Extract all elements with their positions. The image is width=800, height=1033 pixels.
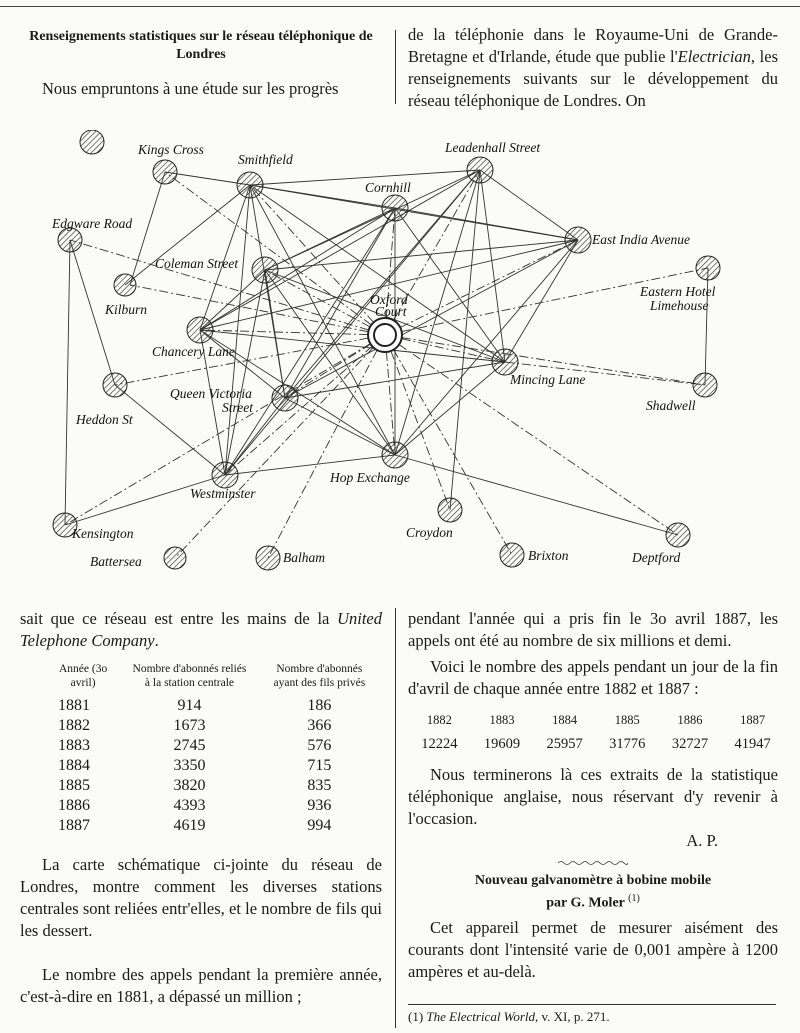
calls-daily-intro: Voici le nombre des appels pendant un jour de la fin d'avril de chaque année entre 1882 et 1887 : xyxy=(408,657,778,698)
label-eastern-hotel: Eastern Hotel xyxy=(640,284,716,299)
station-marker xyxy=(438,498,462,522)
table-row xyxy=(44,816,382,836)
right-column-top xyxy=(408,24,778,112)
label-oxford: Oxford xyxy=(370,292,408,307)
label-westminster: Westminster xyxy=(190,486,256,501)
label-hop-exchange: Hop Exchange xyxy=(330,470,410,485)
call-year: 1884 xyxy=(552,713,578,727)
calls-total-paragraph: pendant l'année qui a pris fin le 3o avril 1887, les appels ont été au nombre de six millions et demi. xyxy=(408,609,778,650)
cell-year: 1883 xyxy=(58,737,90,754)
call-value: 12224 xyxy=(421,736,458,752)
station-marker xyxy=(693,373,717,397)
calls-years-row xyxy=(408,708,784,732)
station-marker xyxy=(103,373,127,397)
station-marker xyxy=(382,442,408,468)
galvanometer-paragraph: Cet appareil permet de mesurer aisément des courants dont l'intensité varie de 0,001 ampère à 1200 ampères et au-delà. xyxy=(408,917,778,981)
map-description-paragraph: La carte schématique ci-jointe du réseau de Londres, montre comment les diverses stations centrales sont reliées entr'elles, et le nombre de fils qui les dessert. xyxy=(20,855,382,940)
station-marker xyxy=(272,385,298,411)
station-marker xyxy=(382,195,408,221)
conclusion-paragraph: Nous terminerons là ces extraits de la statistique téléphonique anglaise, nous réservant d'y revenir à l'occasion. xyxy=(408,765,778,828)
call-value: 41947 xyxy=(734,736,771,752)
galvanometer-title: Nouveau galvanomètre à bobine mobile xyxy=(474,873,712,888)
station-marker xyxy=(696,256,720,280)
company-text: sait que ce réseau est entre les mains de la xyxy=(20,609,338,628)
cell-private: 994 xyxy=(307,817,332,834)
oxford-court-inner xyxy=(374,324,396,346)
label-queen-victoria: Queen Victoria xyxy=(170,386,252,401)
right-intro-paragraph xyxy=(408,24,778,112)
call-year: 1882 xyxy=(426,713,452,727)
label-court: Court xyxy=(375,304,407,319)
electrician-journal: Electrician xyxy=(677,47,751,66)
galvanometer-byline xyxy=(408,890,778,913)
label-deptford: Deptford xyxy=(632,550,681,565)
signature: A. P. xyxy=(686,831,718,850)
call-year: 1886 xyxy=(677,713,703,727)
network-map xyxy=(40,130,760,590)
label-mincing-lane: Mincing Lane xyxy=(510,372,586,387)
cell-private: 715 xyxy=(307,757,332,774)
station-marker xyxy=(666,523,690,547)
label-coleman-street: Coleman Street xyxy=(155,256,239,271)
top-rule xyxy=(0,6,800,7)
column-rule-top xyxy=(395,30,396,104)
cell-year: 1887 xyxy=(58,817,90,834)
cell-central: 4619 xyxy=(173,817,206,834)
label-croydon: Croydon xyxy=(406,525,453,540)
section-title: Renseignements statistiques sur le réseau téléphonique de Londres xyxy=(29,29,373,62)
station-marker xyxy=(153,160,177,184)
station-marker xyxy=(114,274,136,296)
table-row xyxy=(44,736,382,756)
table-row xyxy=(44,776,382,796)
label-kilburn: Kilburn xyxy=(105,302,148,317)
label-kensington: Kensington xyxy=(72,526,134,541)
company-end: . xyxy=(154,631,159,650)
cell-year: 1881 xyxy=(58,697,90,714)
station-marker xyxy=(164,547,186,569)
label-edgware-road: Edgware Road xyxy=(52,216,133,231)
call-year: 1887 xyxy=(740,713,766,727)
call-year: 1885 xyxy=(614,713,640,727)
station-marker xyxy=(467,157,493,183)
footnote-ref: (1) xyxy=(628,893,640,904)
table-row xyxy=(44,696,382,716)
header-central: Nombre d'abonnés reliés à la station centrale xyxy=(132,663,247,689)
right-intro-text-b: , les renseignements suivants sur le développement du réseau téléphonique de Londres. On xyxy=(408,47,778,110)
label-brixton: Brixton xyxy=(528,548,569,563)
station-marker xyxy=(256,546,280,570)
subscribers-header-row xyxy=(44,662,382,696)
station-marker xyxy=(565,227,591,253)
column-rule-bottom xyxy=(395,608,396,1028)
right-column-bottom xyxy=(408,608,778,983)
cell-year: 1882 xyxy=(58,717,90,734)
station-marker xyxy=(58,228,82,252)
station-marker xyxy=(212,462,238,488)
cell-central: 1673 xyxy=(173,717,206,734)
cell-private: 186 xyxy=(307,697,332,714)
table-row xyxy=(44,716,382,736)
intro-paragraph: Nous empruntons à une étude sur les progrès xyxy=(42,79,339,98)
cell-central: 2745 xyxy=(173,737,206,754)
call-value: 19609 xyxy=(483,736,521,752)
label-leadenhall-street: Leadenhall Street xyxy=(445,140,541,155)
label-heddon-st: Heddon St xyxy=(76,412,133,427)
cell-central: 3350 xyxy=(173,757,206,774)
cell-year: 1885 xyxy=(58,777,90,794)
station-marker xyxy=(252,257,278,283)
call-value: 32727 xyxy=(671,736,709,752)
section-divider xyxy=(558,860,628,866)
company-name: United Telephone Company xyxy=(20,609,382,650)
label-street: Street xyxy=(222,400,253,415)
station-marker xyxy=(187,317,213,343)
left-column-top xyxy=(20,28,382,100)
cell-year: 1886 xyxy=(58,797,90,814)
call-year: 1883 xyxy=(489,713,515,727)
cell-private: 936 xyxy=(307,797,332,814)
cell-private: 366 xyxy=(307,717,332,734)
subscribers-table xyxy=(44,662,382,836)
cell-central: 914 xyxy=(177,697,202,714)
footnote-mark: (1) xyxy=(408,1009,424,1024)
station-marker xyxy=(500,543,524,567)
cell-private: 576 xyxy=(307,737,332,754)
table-row xyxy=(44,796,382,816)
header-private: Nombre d'abonnés ayant des fils privés xyxy=(273,663,366,689)
map-dashed-links xyxy=(65,170,708,558)
cell-central: 3820 xyxy=(173,777,206,794)
call-value: 25957 xyxy=(546,736,583,752)
cell-central: 4393 xyxy=(173,797,206,814)
label-cornhill: Cornhill xyxy=(365,180,411,195)
label-shadwell: Shadwell xyxy=(646,398,696,413)
label-smithfield: Smithfield xyxy=(238,152,293,167)
footnote xyxy=(408,1004,776,1025)
label-battersea: Battersea xyxy=(90,554,142,569)
company-paragraph xyxy=(20,608,382,652)
daily-calls-table xyxy=(408,708,784,756)
station-marker xyxy=(80,130,104,154)
label-chancery-lane: Chancery Lane xyxy=(152,344,235,359)
station-marker xyxy=(237,172,263,198)
label-east-india-avenue: East India Avenue xyxy=(592,232,690,247)
label-limehouse: Limehouse xyxy=(650,298,709,313)
byline-text: par G. Moler xyxy=(546,895,625,911)
footnote-rest: , v. XI, p. 271. xyxy=(535,1009,610,1024)
label-balham: Balham xyxy=(283,550,325,565)
table-row xyxy=(44,756,382,776)
calls-values-row xyxy=(408,732,784,756)
calls-first-year-paragraph: Le nombre des appels pendant la première année, c'est-à-dire en 1881, a dépassé un million ; xyxy=(20,965,382,1006)
cell-year: 1884 xyxy=(58,757,90,774)
footnote-source: The Electrical World xyxy=(426,1009,535,1024)
call-value: 31776 xyxy=(609,736,646,752)
right-intro-text-a: de la téléphonie dans le Royaume-Uni de Grande-Bretagne et d'Irlande, étude que publie l' xyxy=(408,25,778,66)
cell-private: 835 xyxy=(307,777,332,794)
label-kings-cross: Kings Cross xyxy=(138,142,204,157)
left-column-bottom xyxy=(20,608,382,1008)
header-year: Année (3o avril) xyxy=(59,663,108,689)
